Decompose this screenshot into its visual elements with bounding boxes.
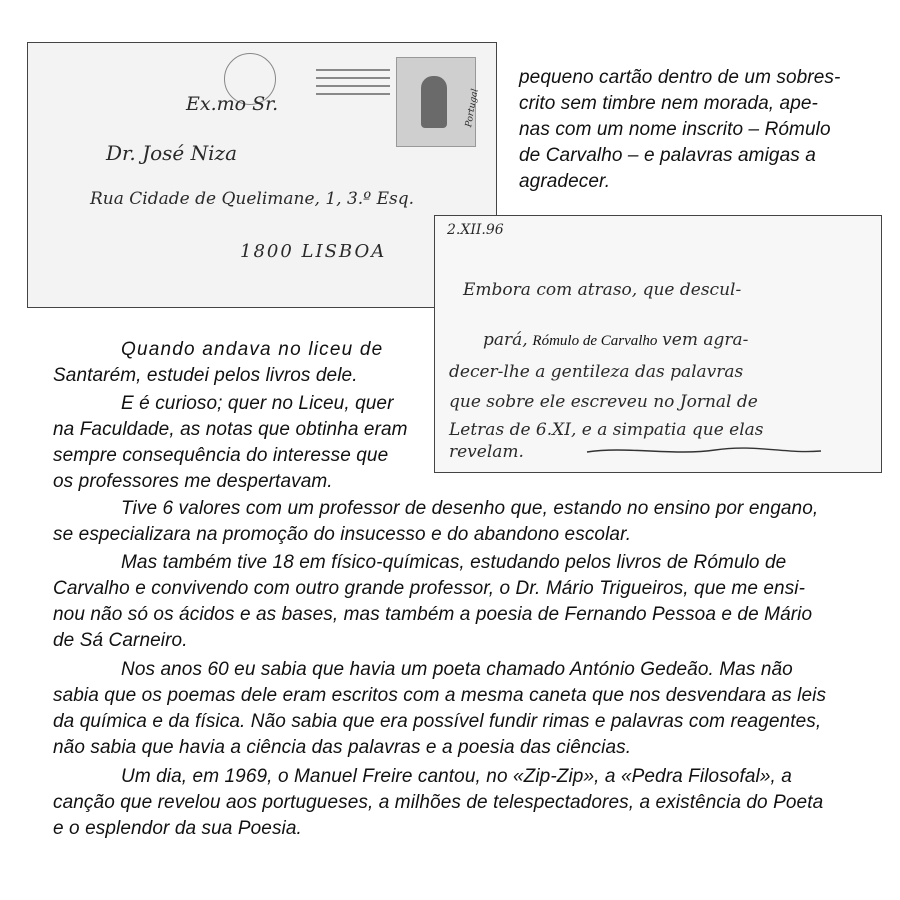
card-line-1: Embora com atraso, que descul- <box>463 280 742 300</box>
envelope-street: Rua Cidade de Quelimane, 1, 3.º Esq. <box>90 189 414 209</box>
handwritten-card-image <box>434 215 882 473</box>
paragraph-line: Tive 6 valores com um professor de desenho que, estando no ensino por engano, <box>121 498 819 519</box>
paragraph-line: crito sem timbre nem morada, ape- <box>519 93 818 114</box>
paragraph-line: sempre consequência do interesse que <box>53 445 389 466</box>
card-line-4: que sobre ele escreveu no Jornal de <box>449 392 758 412</box>
paragraph-line: na Faculdade, as notas que obtinha eram <box>53 419 408 440</box>
card-line-6: revelam. <box>449 442 524 462</box>
card-date: 2.XII.96 <box>447 222 504 238</box>
paragraph-line: Um dia, em 1969, o Manuel Freire cantou, no «Zip-Zip», a «Pedra Filosofal», a <box>121 766 792 787</box>
paragraph-line: da química e da física. Não sabia que era possível fundir rimas e palavras com reagentes, <box>53 711 822 732</box>
envelope-image <box>27 42 497 308</box>
card-line-2 <box>483 330 748 350</box>
paragraph-line: os professores me despertavam. <box>53 471 333 492</box>
postage-stamp <box>396 57 481 147</box>
paragraph-line: se especializara na promoção do insucesso e do abandono escolar. <box>53 524 632 545</box>
card-line-2-start: pará, <box>483 330 528 350</box>
envelope-sender: Ex.mo Sr. <box>186 93 279 115</box>
card-printed-name: Rómulo de Carvalho <box>532 333 658 349</box>
envelope-recipient: Dr. José Niza <box>106 141 237 165</box>
paragraph-line: de Carvalho – e palavras amigas a <box>519 145 816 166</box>
paragraph-line: e o esplendor da sua Poesia. <box>53 818 302 839</box>
paragraph-line: nas com um nome inscrito – Rómulo <box>519 119 831 140</box>
paragraph-line: agradecer. <box>519 171 611 192</box>
paragraph-line: Quando andava no liceu de <box>121 339 384 360</box>
paragraph-line: canção que revelou aos portugueses, a milhões de telespectadores, a existência do Poeta <box>53 792 824 813</box>
paragraph-line: E é curioso; quer no Liceu, quer <box>121 393 394 414</box>
card-line-2-end: vem agra- <box>662 330 749 350</box>
paragraph-line: não sabia que havia a ciência das palavras e a poesia das ciências. <box>53 737 632 758</box>
paragraph-line: pequeno cartão dentro de um sobres- <box>519 67 841 88</box>
card-line-5: Letras de 6.XI, e a simpatia que elas <box>449 420 764 440</box>
paragraph-line: Nos anos 60 eu sabia que havia um poeta chamado António Gedeão. Mas não <box>121 659 793 680</box>
paragraph-line: Santarém, estudei pelos livros dele. <box>53 365 358 386</box>
stamp-portrait-icon <box>421 76 447 128</box>
envelope-city: 1800 LISBOA <box>240 241 387 262</box>
paragraph-line: nou não só os ácidos e as bases, mas também a poesia de Fernando Pessoa e de Mário <box>53 604 813 625</box>
paragraph-line: Mas também tive 18 em físico-químicas, estudando pelos livros de Rómulo de <box>121 552 787 573</box>
postmark-wavy-lines <box>316 63 390 119</box>
signature-scribble <box>585 444 825 458</box>
paragraph-line: sabia que os poemas dele eram escritos com a mesma caneta que nos desvendara as leis <box>53 685 827 706</box>
paragraph-line: de Sá Carneiro. <box>53 630 188 651</box>
card-line-3: decer-lhe a gentileza das palavras <box>449 362 744 382</box>
stamp-country: Portugal <box>464 88 481 128</box>
paragraph-line: Carvalho e convivendo com outro grande professor, o Dr. Mário Trigueiros, que me ensi- <box>53 578 806 599</box>
